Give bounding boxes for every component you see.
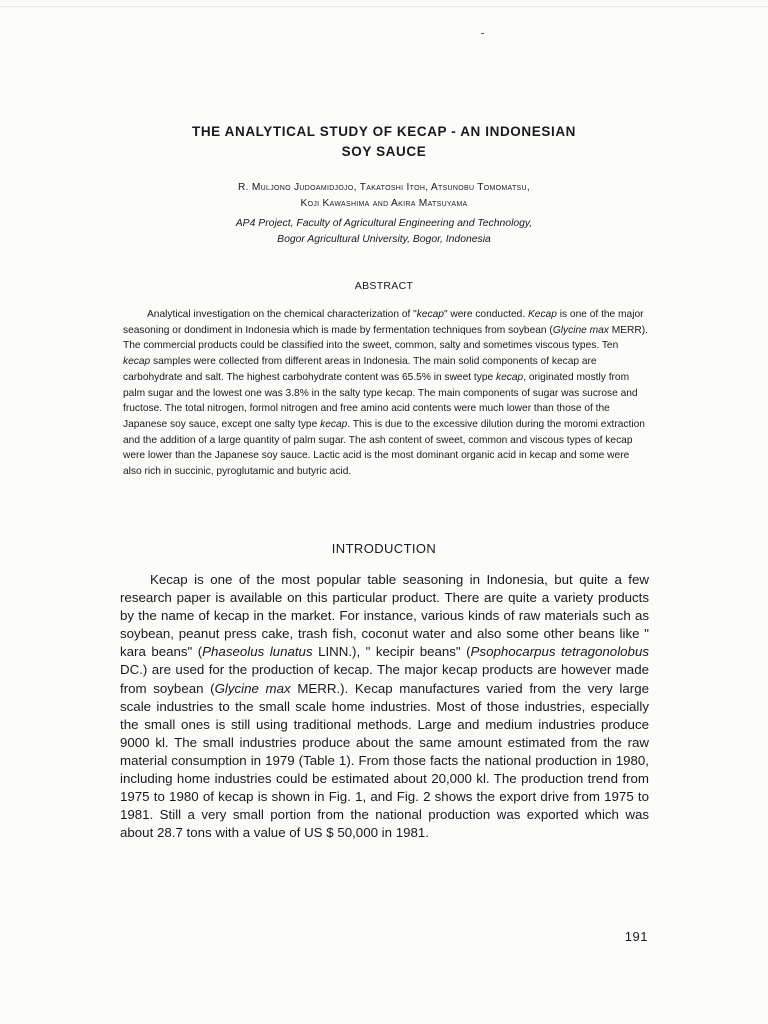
title-line-2: SOY SAUCE — [341, 144, 427, 159]
authors-line-2: Koji Kawashima and Akira Matsuyama — [300, 198, 468, 209]
authors-line-1: R. Muljono Judoamidjojo, Takatoshi Itoh, Atsunobu Tomomatsu, — [237, 182, 531, 193]
abstract-body — [123, 307, 648, 480]
body-text: DC.) are used for the production of kecap. The major kecap products are however made from soybean ( — [120, 662, 649, 696]
affiliation-line-1: AP4 Project, Faculty of Agricultural Engineering and Technology, — [235, 218, 533, 229]
scan-edge — [0, 6, 768, 7]
abstract-paragraph — [123, 307, 648, 480]
abstract-italic: Glycine max — [552, 324, 609, 336]
body-text: MERR.). Kecap manufactures varied from the very large scale industries to the small scale home industries. Most of those industries, especially the small ones is still using traditional methods. Large and medium industries produce 9000 kl. The small industries produce about the same amount estimated from the raw material consumption in 1979 (Table 1). From those facts the national production in 1980, including home industries could be estimated about 20,000 kl. The production trend from 1975 to 1980 of kecap is shown in Fig. 1, and Fig. 2 shows the export drive from 1975 to 1981. Still a very small portion from the national production was exported which was about 28.7 tons with a value of US $ 50,000 in 1981. — [120, 680, 649, 841]
introduction-paragraph — [120, 571, 649, 842]
introduction-heading: INTRODUCTION — [331, 541, 437, 556]
abstract-text: , originated mostly from palm sugar and the lowest one was 3.8% in the salty type kecap. The main components of sugar was sucrose and fructose. The total nitrogen, formol nitrogen and free amino acid contents were much lower than those of the Japanese soy sauce, except one salty type — [123, 371, 638, 430]
abstract-italic: kecap — [123, 356, 151, 368]
abstract-italic: kecap — [320, 418, 348, 430]
body-italic: Glycine max — [214, 680, 291, 696]
author-list — [140, 180, 628, 212]
affiliation-line-2: Bogor Agricultural University, Bogor, Indonesia — [277, 234, 491, 245]
body-text: LINN.), " kecipir beans" ( — [312, 644, 471, 660]
abstract-heading: ABSTRACT — [354, 280, 414, 292]
abstract-text: Analytical investigation on the chemical characterization of " — [147, 309, 417, 320]
scan-speck — [481, 33, 484, 34]
body-italic: Psophocarpus tetragonolobus — [470, 644, 649, 660]
title-line-1: THE ANALYTICAL STUDY OF KECAP - AN INDONESIAN — [191, 124, 577, 139]
page-number: 191 — [624, 929, 648, 944]
abstract-italic: kecap — [416, 309, 444, 320]
abstract-text: samples were collected from different areas in Indonesia. The main solid components of kecap are carbohydrate and salt. The highest carbohydrate content was 65.5% in sweet type — [123, 356, 597, 383]
abstract-italic: kecap — [496, 371, 524, 383]
introduction-body — [120, 571, 649, 842]
abstract-text: . This is due to the excessive dilution during the moromi extraction and the addition of a large quantity of palm sugar. The ash content of sweet, common and viscous types of kecap were lower than the Japanese soy sauce. Lactic acid is the most dominant organic acid in kecap and some were also rich in succinic, pyroglutamic and butyric acid. — [123, 418, 645, 478]
body-italic: Phaseolus lunatus — [202, 644, 313, 660]
abstract-text: is one of the major seasoning or dondiment in Indonesia which is made by fermentation techniques from soybean ( — [123, 309, 644, 336]
abstract-italic: Kecap — [528, 309, 557, 320]
paper-title — [120, 122, 648, 162]
body-text: Kecap is one of the most popular table seasoning in Indonesia, but quite a few research paper is available on this particular product. There are quite a variety products by the name of kecap in the market. For instance, various kinds of raw materials such as soybean, peanut press cake, trash fish, coconut water and also some other beans like " kara beans" ( — [120, 572, 649, 660]
affiliation — [140, 216, 628, 248]
abstract-text: MERR). The commercial products could be classified into the sweet, common, salty and sometimes viscous types. Ten — [123, 324, 648, 352]
abstract-text: " were conducted. — [443, 309, 528, 320]
